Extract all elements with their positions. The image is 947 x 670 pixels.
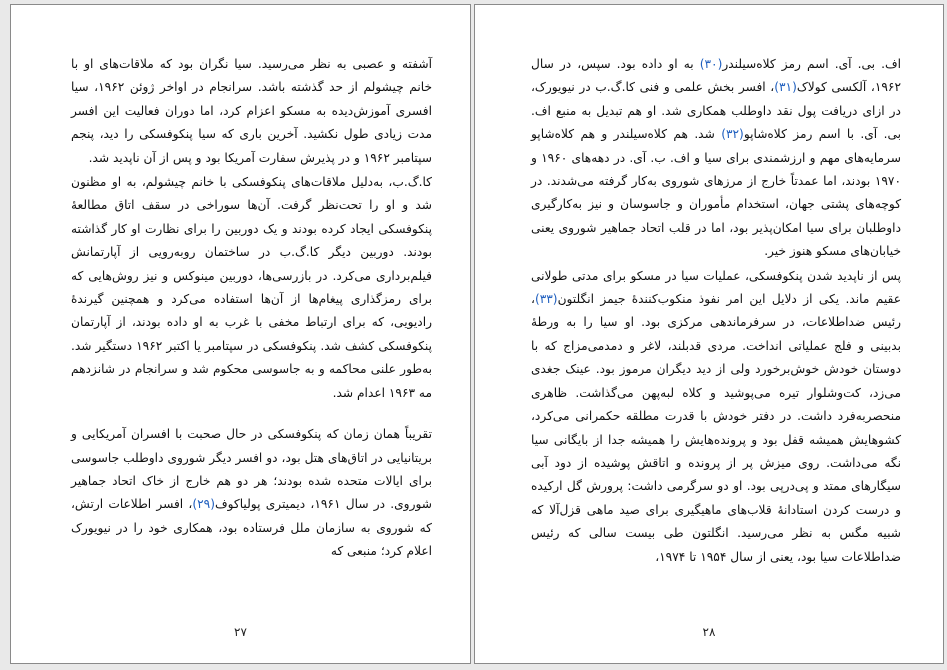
text-run: آشفته و عصبی به نظر می‌رسید. سیا نگران بود که ملاقات‌های او با خانم چیشولم از حد گذشته باشد. سرانجام در اواخر ژوئن ۱۹۶۲، سیا افسری آموزش‌دیده به مسکو اعزام کرد، اما دوران فعالیت این افسر مدت زیادی طول نکشید. آخرین باری که سیا پنکوفسکی را دید، پنجم سپتامبر ۱۹۶۲ و در پذیرش سفارت آمریکا بود و پس از آن ناپدید شد.	[71, 57, 432, 165]
footnote-reference[interactable]: (۳۲)	[721, 127, 744, 142]
page-number: ۲۷	[234, 625, 247, 639]
text-run: به او داده بود. سپس، در سال ۱۹۶۲، آلکسی کولاک	[531, 57, 901, 95]
paragraph	[531, 265, 901, 569]
paragraph	[71, 171, 432, 405]
page-number: ۲۸	[702, 625, 716, 639]
text-run: پس از ناپدید شدن پنکوفسکی، عملیات سیا در مسکو برای مدتی طولانی عقیم ماند. یکی از دلایل این امر نفوذ منکوب‌کنندهٔ جیمز انگلتون	[531, 268, 901, 307]
book-page-left	[10, 4, 471, 664]
text-run: تقریباً همان زمان که پنکوفسکی در حال صحبت با افسران آمریکایی و بریتانیایی در اتاق‌های هتل بود، دو افسر دیگر شوروی داوطلب جاسوسی برای ایالات متحده شده بودند؛ هر دو هم خارج از خاک اتحاد جماهیر شوروی. در سال ۱۹۶۱، دیمیتری پولیاکوف	[71, 427, 432, 512]
footnote-reference[interactable]: (۳۳)	[534, 292, 558, 307]
book-page-right	[474, 4, 944, 664]
footnote-reference[interactable]: (۳۱)	[774, 80, 797, 95]
page-text	[71, 53, 432, 564]
text-run: ، رئیس ضداطلاعات، در سرفرماندهی مرکزی بود. او سیا را به ورطهٔ بدبینی و فلج عملیاتی انداخت. مردی قدبلند، لاغر و دمدمی‌مزاج که با دوستان خودش خوش‌برخورد ولی از دید دیگران مرموز بود. عینک جغدی می‌زد، کت‌وشلوار تیره می‌پوشید و کلاه لبه‌پهن می‌گذاشت. ظاهری منحصربه‌فرد داشت. در دفتر خودش با قدرت مطلقه حکمرانی می‌کرد، کشوهایش همیشه قفل بود و پرونده‌هایش را همیشه جدا از بایگانی سیا نگه می‌داشت. روی میزش پر از پرونده و اتاقش پوشیده از دود آبی سیگارهای ممتد و پی‌درپی بود. او دو سرگرمی داشت: پرورش گل ارکیده و درست کردن استادانهٔ قلاب‌های ماهیگیری برای صید ماهی قزل‌آلا که شبیه مگس به نظر می‌رسید. انگلتون طی بیست سالی که رئیس ضداطلاعات سیا بود، یعنی از سال ۱۹۵۴ تا ۱۹۷۴،	[531, 292, 901, 564]
text-run: اف. بی. آی. اسم رمز کلاه‌سیلندر	[722, 57, 901, 71]
footnote-reference[interactable]: (۲۹)	[192, 497, 215, 512]
text-run: شد. هم کلاه‌سیلندر و هم کلاه‌شاپو سرمایه‌های مهم و ارزشمندی برای سیا و اف. ب. آی. در دهه‌های ۱۹۶۰ و ۱۹۷۰ بودند، اما عمدتاً خارج از مرزهای شوروی به‌کار گرفته می‌شدند. در کوچه‌های پشتی جهان، استخدام مأموران و جاسوسان و نیز به‌کارگیری داوطلبان برای سیا امکان‌پذیر بود، اما در قلب اتحاد جماهیر شوروی یعنی خیابان‌های مسکو هنوز خیر.	[531, 127, 901, 259]
text-run: ، افسر بخش علمی و فنی کا.گ.ب در نیویورک، در ازای دریافت پول نقد داوطلب همکاری شد. او هم تبدیل به منبع اف. بی. آی. با اسم رمز کلاه‌شاپو	[531, 80, 901, 142]
page-text	[531, 53, 901, 569]
paragraph	[531, 53, 901, 264]
paragraph	[71, 53, 432, 170]
footnote-reference[interactable]: (۳۰)	[699, 57, 723, 71]
paragraph	[71, 423, 432, 563]
text-run: ، افسر اطلاعات ارتش، که شوروی به سازمان ملل فرستاده بود، همکاری خود را در نیویورک اعلام کرد؛ منبعی که	[71, 497, 432, 559]
text-run: کا.گ.ب، به‌دلیل ملاقات‌های پنکوفسکی با خانم چیشولم، به او مظنون شد و او را تحت‌نظر گرفت. آن‌ها سوراخی در سقف اتاق مطالعهٔ پنکوفسکی ایجاد کرده بودند و یک دوربین را برای نظارت او کار گذاشته بودند. دوربین دیگر کا.گ.ب در ساختمان روبه‌رویی از آپارتمانش فیلم‌برداری می‌کرد. در بازرسی‌ها، دوربین مینوکس و نیز روش‌هایی که برای رمزگذاری پیغام‌ها از آن‌ها استفاده می‌کرد و همچنین گیرندهٔ رادیویی، که برای ارتباط مخفی با غرب به او داده بودند، از آپارتمان پنکوفسکی کشف شد. پنکوفسکی در سپتامبر یا اکتبر ۱۹۶۲ دستگیر شد. به‌طور علنی محاکمه و به جاسوسی محکوم شد و سرانجام در شانزدهم مه ۱۹۶۳ اعدام شد.	[71, 175, 433, 400]
